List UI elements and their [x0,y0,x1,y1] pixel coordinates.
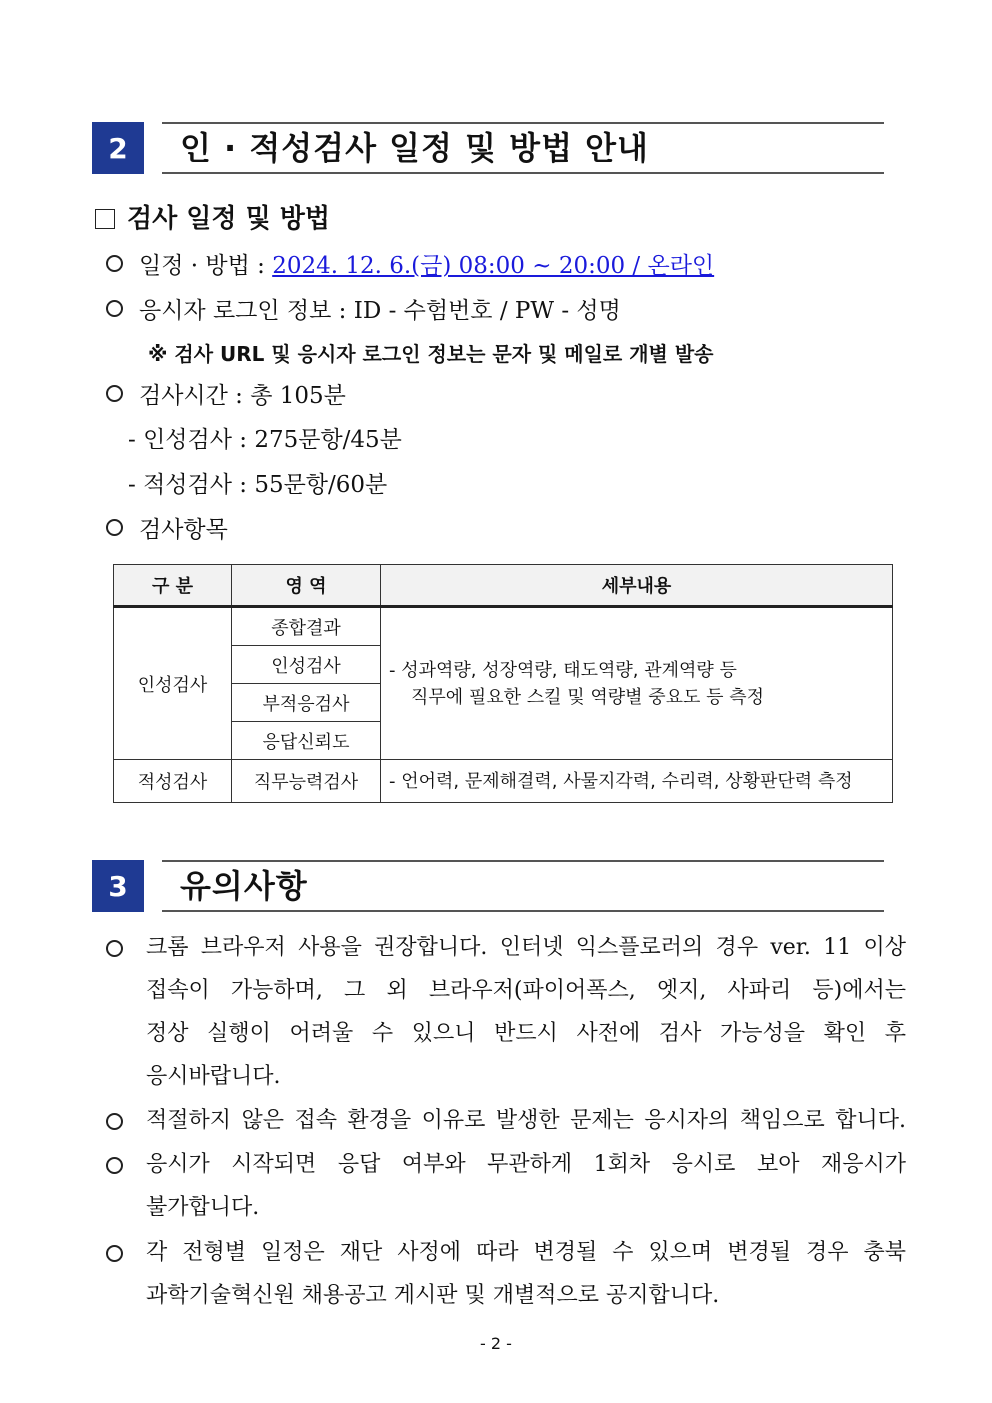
page-number: - 2 - [480,1334,512,1353]
section-number: 2 [92,122,144,174]
category-cell: 적성검사 [114,760,232,803]
note-line: 과학기술혁신원 채용공고 게시판 및 개별적으로 공지합니다. [146,1283,720,1308]
area-cell: 응답신뢰도 [232,722,381,760]
detail-line: - 성과역량, 성장역량, 태도역량, 관계역량 등 [389,659,737,681]
section-3-header [92,860,884,912]
checkbox-square-icon [95,209,115,229]
section-number: 3 [92,860,144,912]
area-cell: 직무능력검사 [232,760,381,803]
divider [162,122,884,124]
circle-bullet-icon [106,385,123,402]
circle-bullet-icon [106,1113,123,1130]
detail-cell [381,607,893,760]
detail-cell: - 언어력, 문제해결력, 사물지각력, 수리력, 상황판단력 측정 [381,760,893,803]
items-label: 검사항목 [139,517,228,543]
circle-bullet-icon [106,519,123,536]
note-line: 접속이 가능하며, 그 외 브라우저(파이어폭스, 엣지, 사파리 등)에서는 [146,978,906,1003]
header-detail: 세부내용 [381,565,893,607]
category-cell: 인성검사 [114,607,232,760]
divider [162,860,884,862]
note-line: 응시가 시작되면 응답 여부와 무관하게 1회차 응시로 보아 재응시가 [146,1152,906,1177]
table-row [114,607,893,646]
section-title: 유의사항 [180,867,308,905]
circle-bullet-icon [106,1157,123,1174]
divider [162,172,884,174]
header-area: 영 역 [232,565,381,607]
detail-line: 직무에 필요한 스킬 및 역량별 중요도 등 측정 [411,686,765,708]
schedule-line [106,250,714,282]
area-cell: 종합결과 [232,607,381,646]
duration-aptitude: - 적성검사 : 55문항/60분 [128,472,388,498]
table-row [114,760,893,803]
notice-text: ※ 검사 URL 및 응시자 로그인 정보는 문자 및 메일로 개별 발송 [148,342,714,366]
login-line [106,295,621,327]
list-item [106,1231,906,1317]
duration-text: 검사시간 : 총 105분 [139,383,346,409]
items-line [106,514,228,546]
subheading-text: 검사 일정 및 방법 [127,204,330,234]
duration-line [106,380,346,412]
note-line: 각 전형별 일정은 재단 사정에 따라 변경될 수 있으며 변경될 경우 충북 [146,1240,906,1265]
circle-bullet-icon [106,1245,123,1262]
duration-personality: - 인성검사 : 275문항/45분 [128,427,402,453]
section-2-header [92,122,884,174]
note-line: 적절하지 않은 접속 환경을 이유로 발생한 문제는 응시자의 책임으로 합니다. [146,1108,906,1133]
table-header-row [114,565,893,607]
section-title: 인 · 적성검사 일정 및 방법 안내 [180,129,649,167]
circle-bullet-icon [106,940,123,957]
login-info: 응시자 로그인 정보 : ID - 수험번호 / PW - 성명 [139,298,621,324]
note-line: 정상 실행이 어려울 수 있으니 반드시 사전에 검사 가능성을 확인 후 [146,1021,906,1046]
list-item [106,1099,906,1142]
header-category: 구 분 [114,565,232,607]
area-cell: 부적응검사 [232,684,381,722]
schedule-value: 2024. 12. 6.(금) 08:00 ~ 20:00 / 온라인 [272,253,715,279]
circle-bullet-icon [106,255,123,272]
circle-bullet-icon [106,300,123,317]
area-cell: 인성검사 [232,646,381,684]
schedule-label: 일정 · 방법 : [139,253,265,279]
note-line: 크롬 브라우저 사용을 권장합니다. 인터넷 익스플로러의 경우 ver. 11 이상 [146,935,906,960]
divider [162,910,884,912]
subheading [95,202,330,236]
note-line: 응시바랍니다. [146,1064,281,1089]
test-items-table [113,564,893,803]
note-line: 불가합니다. [146,1195,260,1220]
list-item [106,926,906,1098]
list-item [106,1143,906,1229]
